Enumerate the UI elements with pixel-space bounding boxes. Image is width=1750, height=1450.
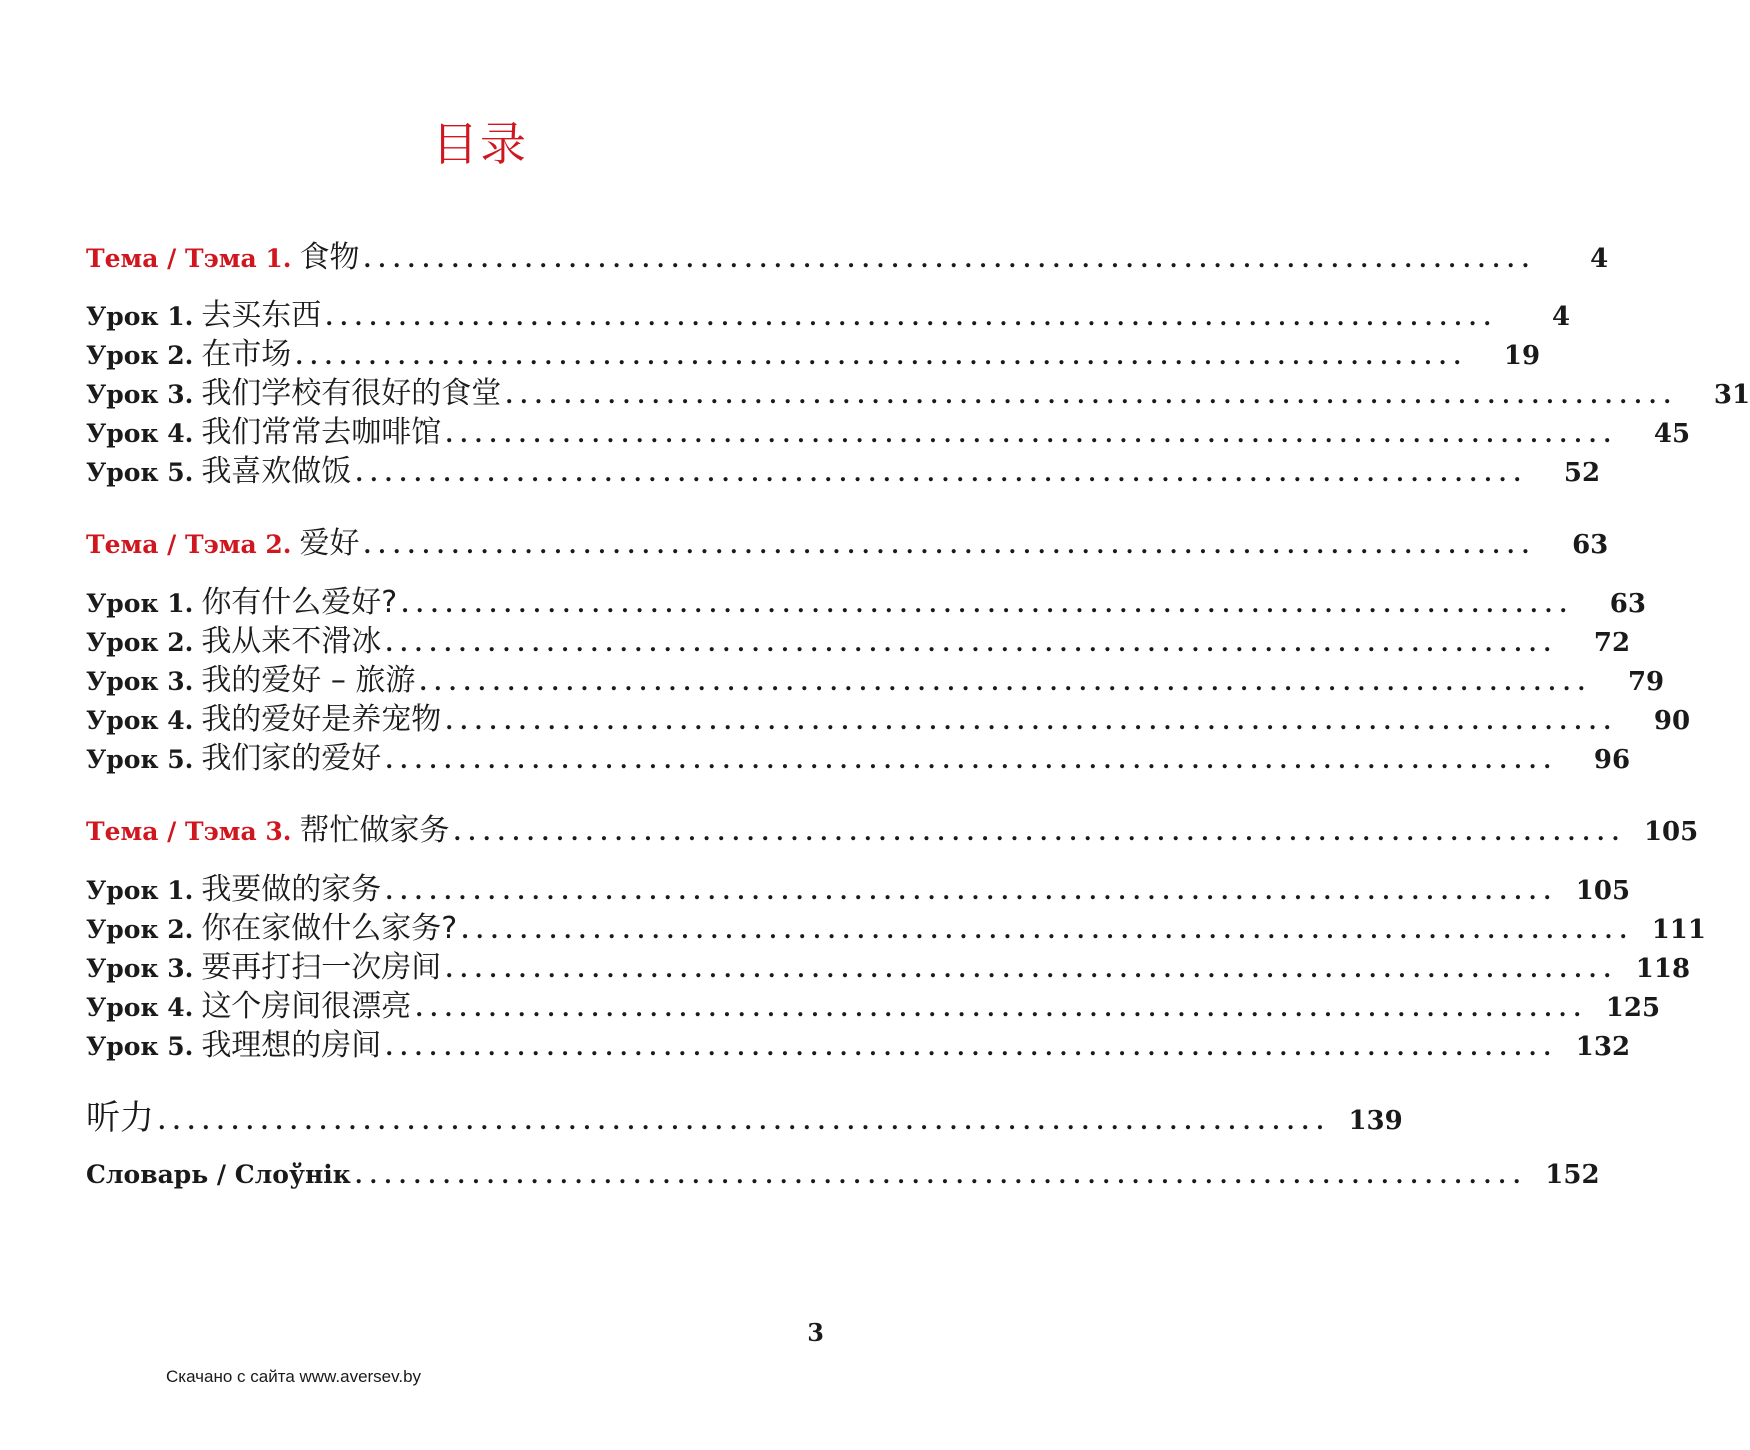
lesson-title: 我的爱好 – 旅游 — [201, 663, 416, 698]
page-ref: 63 — [1572, 530, 1609, 560]
lesson-title: 在市场 — [201, 337, 292, 372]
lesson-label: Урок 2. — [86, 341, 194, 370]
page-number: 3 — [807, 1318, 824, 1347]
page-ref: 4 — [1590, 244, 1609, 274]
topic-title: 食物 — [299, 240, 360, 275]
topic-label: Тема / Тэма 3. — [86, 817, 292, 846]
toc-lesson — [86, 407, 1691, 450]
listening-title: 听力 — [86, 1098, 154, 1138]
page-ref: 52 — [1563, 458, 1601, 488]
page-ref: 72 — [1593, 628, 1631, 658]
lesson-title: 这个房间很漂亮 — [201, 989, 412, 1024]
toc-lesson — [86, 655, 1665, 698]
toc-lesson — [86, 981, 1661, 1024]
toc-lesson — [86, 290, 1571, 333]
lesson-label: Урок 4. — [86, 993, 194, 1022]
lesson-title: 要再打扫一次房间 — [201, 950, 442, 985]
page-ref: 139 — [1348, 1106, 1403, 1136]
lesson-title: 我理想的房间 — [201, 1028, 382, 1063]
dot-leader: ................................................................................ — [419, 670, 1593, 696]
dot-leader: ................................................................................ — [461, 918, 1634, 944]
footer-note: Скачано с сайта www.aversev.by — [166, 1367, 422, 1386]
lesson-title: 我喜欢做饭 — [201, 454, 352, 489]
lesson-label: Урок 4. — [86, 419, 194, 448]
page-ref: 125 — [1605, 993, 1661, 1023]
toc-dictionary — [86, 1160, 1600, 1196]
topic-title: 帮忙做家务 — [299, 813, 450, 848]
toc-lesson — [86, 368, 1750, 411]
lesson-label: Урок 5. — [86, 745, 194, 774]
lesson-label: Урок 2. — [86, 628, 194, 657]
page-ref: 90 — [1653, 706, 1691, 736]
topic-title: 爱好 — [299, 526, 360, 561]
toc-listening — [86, 1090, 1403, 1138]
dot-leader: ................................................................................ — [401, 592, 1574, 618]
page-ref: 79 — [1627, 667, 1665, 697]
lesson-title: 我们学校有很好的食堂 — [201, 376, 502, 411]
toc-lesson — [86, 903, 1706, 946]
lesson-label: Урок 3. — [86, 954, 194, 983]
lesson-label: Урок 5. — [86, 458, 194, 487]
page-ref: 132 — [1575, 1032, 1631, 1062]
page-ref: 63 — [1609, 589, 1646, 619]
lesson-title: 我的爱好是养宠物 — [201, 702, 442, 737]
lesson-title: 你有什么爱好? — [201, 585, 398, 620]
dot-leader: ................................................................................ — [295, 344, 1469, 370]
lesson-title: 你在家做什么家务? — [201, 911, 458, 946]
lesson-label: Урок 3. — [86, 380, 194, 409]
topic-label: Тема / Тэма 2. — [86, 530, 292, 559]
dot-leader: ................................................................................ — [505, 383, 1679, 409]
dictionary-label: Словарь / Слоўнік — [86, 1160, 351, 1189]
dot-leader: ................................................................................ — [355, 461, 1529, 487]
topic-label: Тема / Тэма 1. — [86, 244, 292, 273]
page-ref: 111 — [1651, 915, 1706, 945]
lesson-title: 去买东西 — [201, 298, 322, 333]
lesson-label: Урок 2. — [86, 915, 194, 944]
page-ref: 105 — [1643, 817, 1699, 847]
toc-topic-1 — [86, 232, 1609, 275]
toc-lesson — [86, 694, 1691, 737]
dot-leader: ................................................................................ — [385, 879, 1559, 905]
toc-lesson — [86, 733, 1631, 776]
page-ref: 19 — [1503, 341, 1541, 371]
toc-topic-2 — [86, 518, 1609, 561]
toc-topic-3 — [86, 805, 1699, 848]
lesson-label: Урок 4. — [86, 706, 194, 735]
toc-lesson — [86, 577, 1646, 620]
dot-leader: ................................................................................ — [158, 1109, 1331, 1135]
page-ref: 31 — [1713, 380, 1750, 410]
dot-leader: ................................................................................ — [445, 709, 1619, 735]
lesson-label: Урок 3. — [86, 667, 194, 696]
dot-leader: ................................................................................ — [385, 748, 1559, 774]
dot-leader: ................................................................................ — [325, 305, 1499, 331]
page-ref: 118 — [1635, 954, 1691, 984]
toc-lesson — [86, 942, 1691, 985]
lesson-title: 我们家的爱好 — [201, 741, 382, 776]
page-title: 目录 — [432, 117, 528, 171]
dot-leader: ................................................................................ — [385, 631, 1559, 657]
page-ref: 4 — [1551, 302, 1571, 332]
page-ref: 152 — [1545, 1160, 1600, 1190]
toc-lesson — [86, 1020, 1631, 1063]
lesson-label: Урок 1. — [86, 876, 194, 905]
dot-leader: ................................................................................ — [363, 533, 1537, 559]
lesson-title: 我要做的家务 — [201, 872, 382, 907]
dot-leader: ................................................................................ — [453, 820, 1627, 846]
page-ref: 45 — [1653, 419, 1691, 449]
page-ref: 105 — [1575, 876, 1631, 906]
dot-leader: ................................................................................ — [354, 1163, 1528, 1189]
dot-leader: ................................................................................ — [445, 957, 1619, 983]
lesson-label: Урок 1. — [86, 589, 194, 618]
lesson-label: Урок 5. — [86, 1032, 194, 1061]
lesson-title: 我们常常去咖啡馆 — [201, 415, 442, 450]
toc-lesson — [86, 864, 1631, 907]
page-ref: 96 — [1593, 745, 1631, 775]
toc-lesson — [86, 446, 1601, 489]
dot-leader: ................................................................................ — [415, 996, 1589, 1022]
dot-leader: ................................................................................ — [363, 247, 1537, 273]
toc-lesson — [86, 616, 1631, 659]
lesson-title: 我从来不滑冰 — [201, 624, 382, 659]
lesson-label: Урок 1. — [86, 302, 194, 331]
dot-leader: ................................................................................ — [385, 1035, 1559, 1061]
dot-leader: ................................................................................ — [445, 422, 1619, 448]
toc-lesson — [86, 329, 1541, 372]
